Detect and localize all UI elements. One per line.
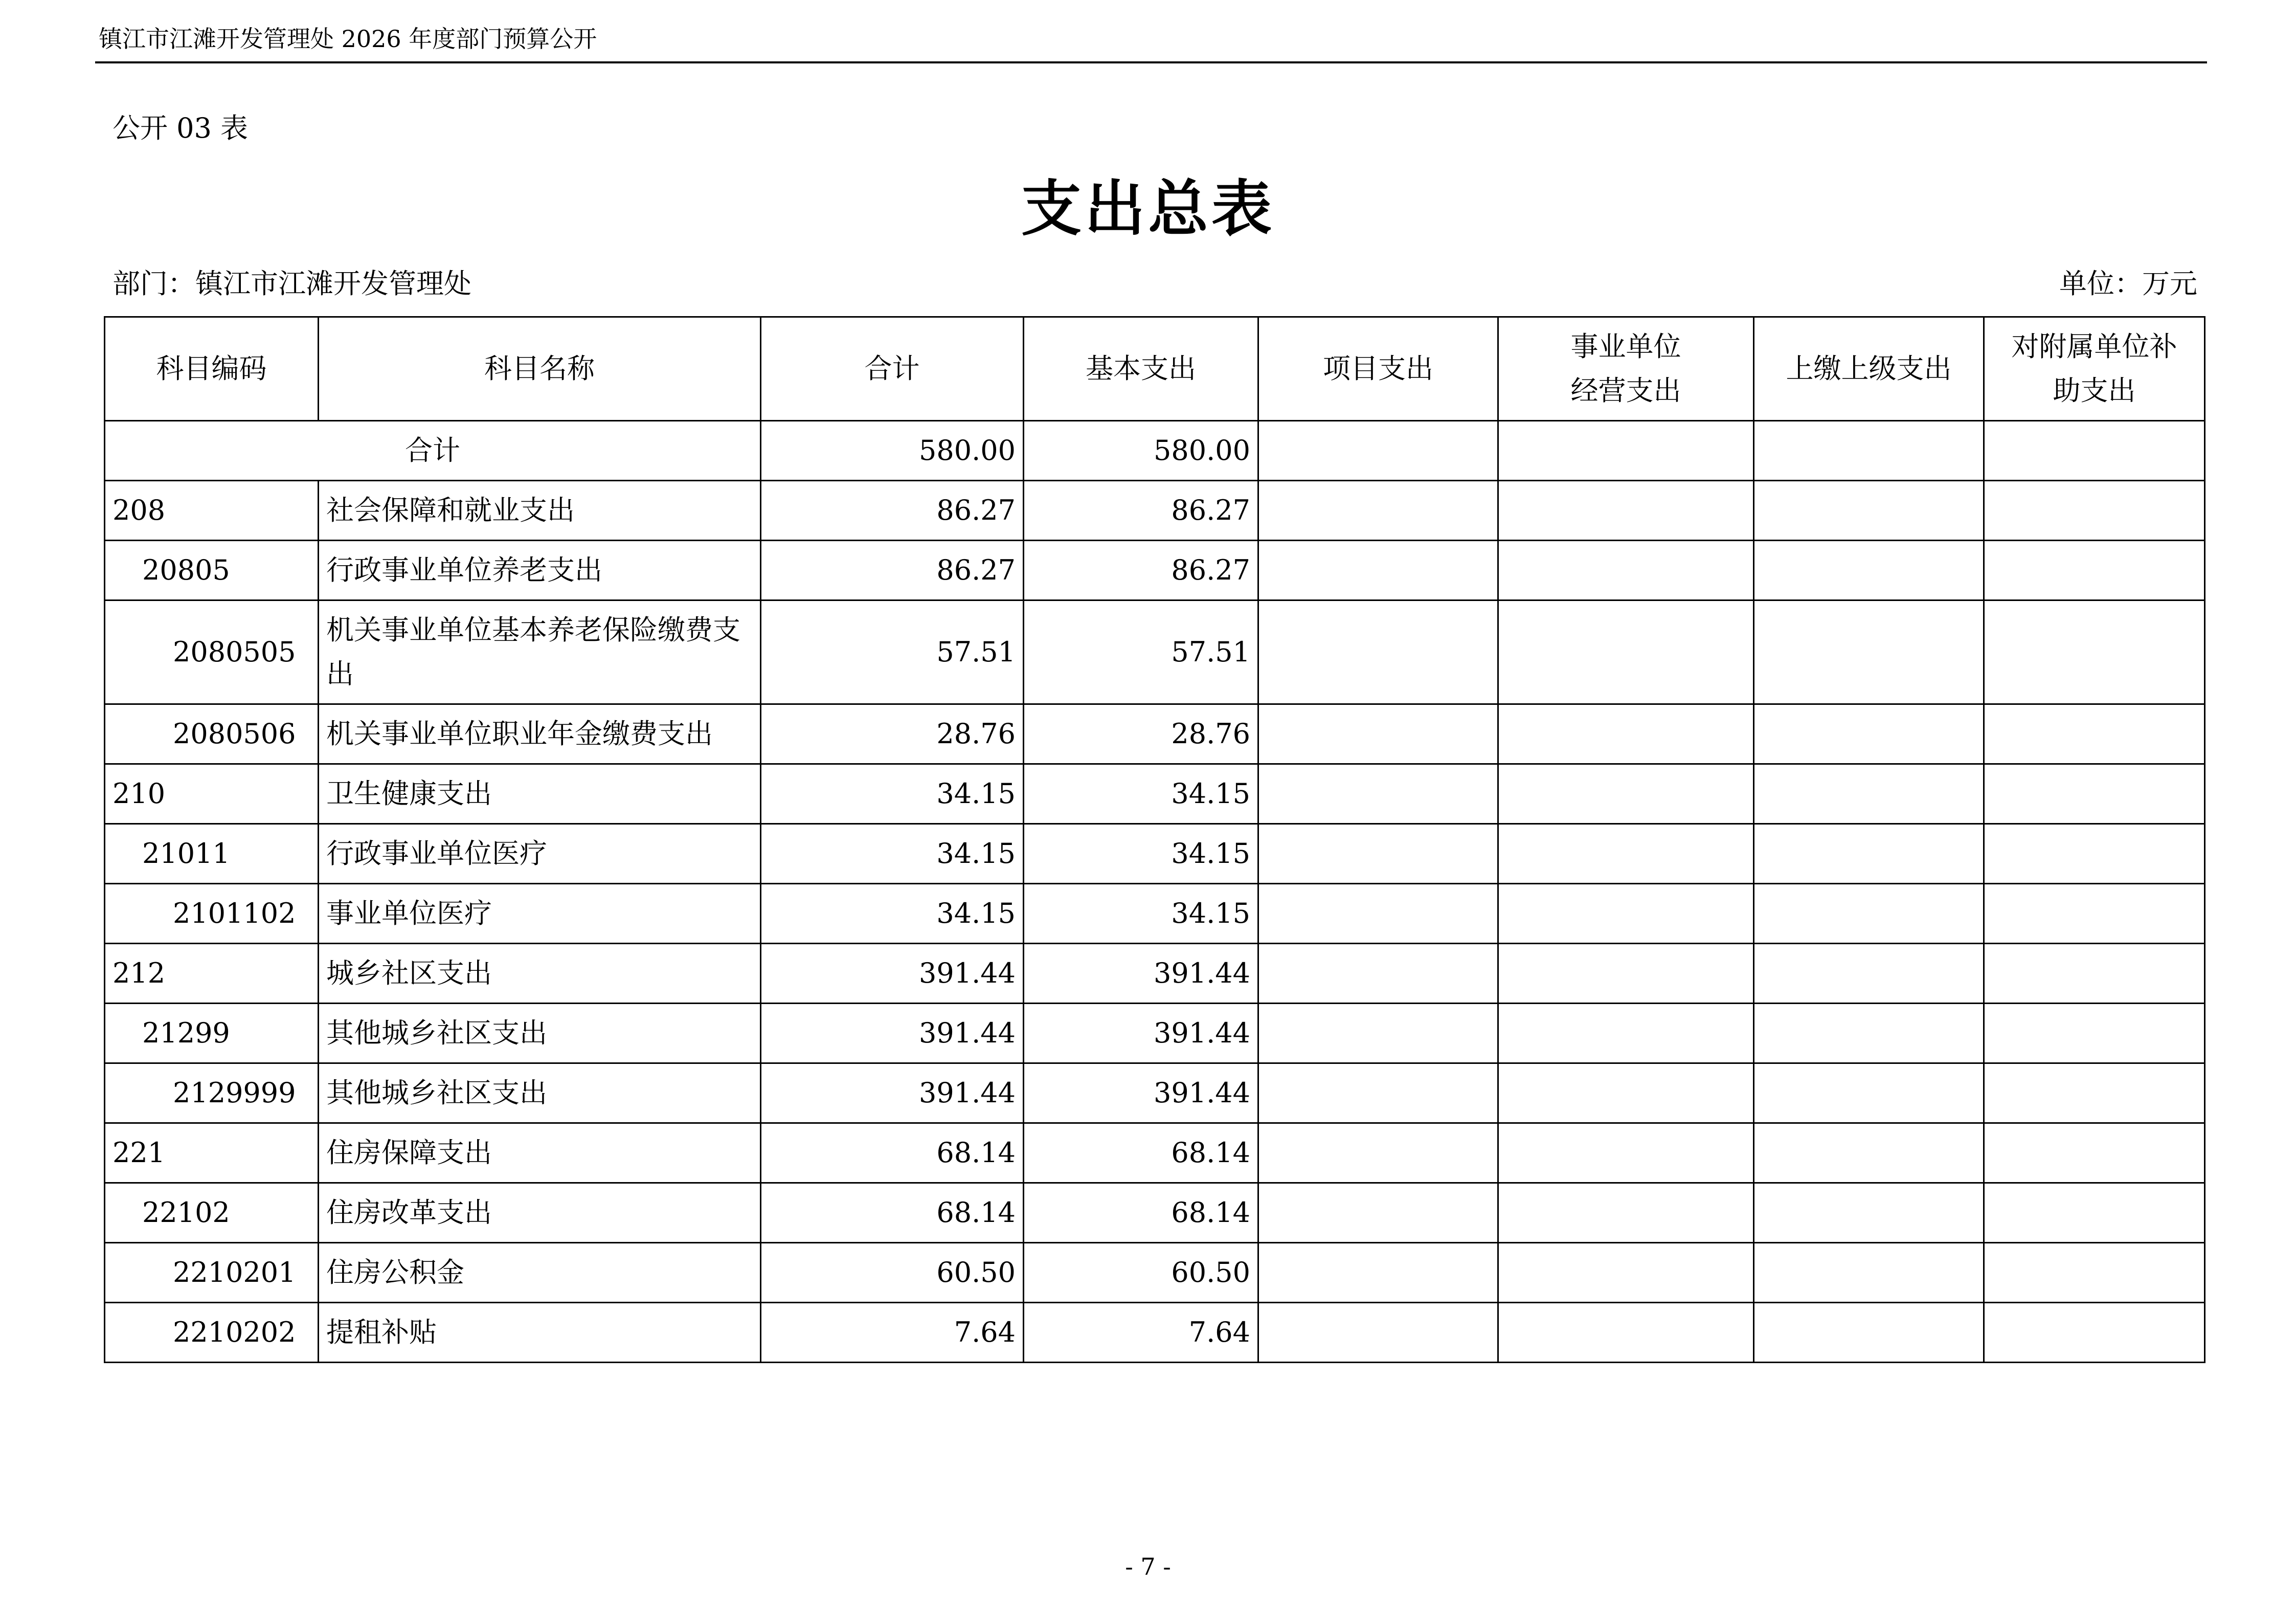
row-code: 221	[105, 1123, 319, 1183]
expenditure-table	[104, 316, 2205, 1363]
row-business	[1498, 1063, 1754, 1123]
table-row	[105, 704, 2205, 764]
row-code: 208	[105, 481, 319, 541]
table-row	[105, 944, 2205, 1004]
row-basic: 391.44	[1024, 1004, 1258, 1063]
table-row	[105, 1063, 2205, 1123]
row-name: 行政事业单位医疗	[319, 824, 761, 884]
row-project	[1258, 1243, 1498, 1303]
row-upper	[1754, 884, 1984, 944]
row-basic: 7.64	[1024, 1303, 1258, 1363]
row-subsidy	[1984, 944, 2205, 1004]
table-row	[105, 541, 2205, 600]
table-row	[105, 1123, 2205, 1183]
row-code: 2210202	[105, 1303, 319, 1363]
table-row	[105, 1004, 2205, 1063]
row-total: 57.51	[761, 600, 1024, 704]
row-total: 391.44	[761, 1004, 1024, 1063]
col-header-business-line1: 事业单位	[1570, 330, 1681, 363]
row-project	[1258, 944, 1498, 1004]
row-name: 行政事业单位养老支出	[319, 541, 761, 600]
row-code: 212	[105, 944, 319, 1004]
row-business	[1498, 1303, 1754, 1363]
row-name: 社会保障和就业支出	[319, 481, 761, 541]
col-header-total: 合计	[761, 317, 1024, 421]
row-subsidy	[1984, 541, 2205, 600]
col-header-business-line2: 经营支出	[1570, 374, 1681, 407]
row-total: 60.50	[761, 1243, 1024, 1303]
col-header-subsidy-line1: 对附属单位补	[2011, 330, 2177, 363]
row-total: 68.14	[761, 1183, 1024, 1243]
row-code: 2129999	[105, 1063, 319, 1123]
table-row	[105, 764, 2205, 824]
row-subsidy	[1984, 1063, 2205, 1123]
row-subsidy	[1984, 704, 2205, 764]
row-business	[1498, 704, 1754, 764]
row-basic: 68.14	[1024, 1123, 1258, 1183]
row-upper	[1754, 1123, 1984, 1183]
row-total: 391.44	[761, 1063, 1024, 1123]
row-name: 卫生健康支出	[319, 764, 761, 824]
row-business	[1498, 1183, 1754, 1243]
row-upper	[1754, 600, 1984, 704]
row-basic: 34.15	[1024, 764, 1258, 824]
table-row	[105, 1243, 2205, 1303]
row-code: 22102	[105, 1183, 319, 1243]
row-business	[1498, 824, 1754, 884]
row-subsidy	[1984, 481, 2205, 541]
row-project	[1258, 541, 1498, 600]
table-header-row	[105, 317, 2205, 421]
row-total: 86.27	[761, 541, 1024, 600]
col-header-name: 科目名称	[319, 317, 761, 421]
row-subsidy	[1984, 1123, 2205, 1183]
row-name: 其他城乡社区支出	[319, 1063, 761, 1123]
col-header-code: 科目编码	[105, 317, 319, 421]
total-row	[105, 421, 2205, 481]
row-business	[1498, 1123, 1754, 1183]
row-basic: 60.50	[1024, 1243, 1258, 1303]
row-upper	[1754, 704, 1984, 764]
col-header-project: 项目支出	[1258, 317, 1498, 421]
col-header-subsidy	[1984, 317, 2205, 421]
row-code: 21011	[105, 824, 319, 884]
row-project	[1258, 481, 1498, 541]
total-row-subsidy	[1984, 421, 2205, 481]
row-upper	[1754, 1183, 1984, 1243]
row-basic: 86.27	[1024, 481, 1258, 541]
row-name: 机关事业单位基本养老保险缴费支出	[319, 600, 761, 704]
row-upper	[1754, 1303, 1984, 1363]
row-name: 提租补贴	[319, 1303, 761, 1363]
row-code: 21299	[105, 1004, 319, 1063]
row-total: 391.44	[761, 944, 1024, 1004]
row-total: 28.76	[761, 704, 1024, 764]
total-row-upper	[1754, 421, 1984, 481]
row-project	[1258, 764, 1498, 824]
row-subsidy	[1984, 824, 2205, 884]
table-number: 公开 03 表	[112, 112, 249, 144]
table-row	[105, 824, 2205, 884]
row-subsidy	[1984, 884, 2205, 944]
page-number: - 7 -	[1125, 1553, 1171, 1581]
document-header: 镇江市江滩开发管理处 2026 年度部门预算公开	[99, 25, 597, 53]
row-code: 210	[105, 764, 319, 824]
row-project	[1258, 1183, 1498, 1243]
table-row	[105, 1183, 2205, 1243]
row-project	[1258, 1303, 1498, 1363]
col-header-subsidy-line2: 助支出	[2053, 374, 2136, 407]
col-header-upper: 上缴上级支出	[1754, 317, 1984, 421]
row-subsidy	[1984, 1243, 2205, 1303]
row-project	[1258, 884, 1498, 944]
row-name: 住房改革支出	[319, 1183, 761, 1243]
col-header-basic: 基本支出	[1024, 317, 1258, 421]
row-upper	[1754, 764, 1984, 824]
row-business	[1498, 541, 1754, 600]
page-title: 支出总表	[1021, 173, 1275, 244]
row-business	[1498, 764, 1754, 824]
row-project	[1258, 1004, 1498, 1063]
row-subsidy	[1984, 764, 2205, 824]
row-business	[1498, 1243, 1754, 1303]
row-upper	[1754, 944, 1984, 1004]
row-subsidy	[1984, 1183, 2205, 1243]
row-code: 2101102	[105, 884, 319, 944]
row-total: 34.15	[761, 764, 1024, 824]
row-subsidy	[1984, 1303, 2205, 1363]
row-upper	[1754, 1243, 1984, 1303]
table-row	[105, 1303, 2205, 1363]
row-code: 20805	[105, 541, 319, 600]
total-row-business	[1498, 421, 1754, 481]
header-rule	[95, 61, 2207, 63]
total-row-basic: 580.00	[1024, 421, 1258, 481]
row-name: 机关事业单位职业年金缴费支出	[319, 704, 761, 764]
row-basic: 86.27	[1024, 541, 1258, 600]
row-code: 2080506	[105, 704, 319, 764]
row-business	[1498, 1004, 1754, 1063]
row-name: 城乡社区支出	[319, 944, 761, 1004]
table-row	[105, 481, 2205, 541]
row-basic: 34.15	[1024, 824, 1258, 884]
row-name: 事业单位医疗	[319, 884, 761, 944]
row-subsidy	[1984, 1004, 2205, 1063]
row-business	[1498, 600, 1754, 704]
row-total: 7.64	[761, 1303, 1024, 1363]
total-row-label: 合计	[105, 421, 761, 481]
row-total: 34.15	[761, 884, 1024, 944]
row-project	[1258, 824, 1498, 884]
row-project	[1258, 704, 1498, 764]
row-upper	[1754, 541, 1984, 600]
row-code: 2210201	[105, 1243, 319, 1303]
unit-label: 单位：万元	[2059, 268, 2197, 300]
col-header-business	[1498, 317, 1754, 421]
row-business	[1498, 944, 1754, 1004]
row-basic: 391.44	[1024, 944, 1258, 1004]
row-project	[1258, 1123, 1498, 1183]
row-basic: 34.15	[1024, 884, 1258, 944]
row-name: 住房公积金	[319, 1243, 761, 1303]
table-row	[105, 600, 2205, 704]
department-label: 部门：镇江市江滩开发管理处	[112, 268, 471, 300]
row-total: 68.14	[761, 1123, 1024, 1183]
row-upper	[1754, 1063, 1984, 1123]
row-name: 住房保障支出	[319, 1123, 761, 1183]
row-subsidy	[1984, 600, 2205, 704]
table-row	[105, 884, 2205, 944]
row-total: 86.27	[761, 481, 1024, 541]
row-project	[1258, 600, 1498, 704]
row-name: 其他城乡社区支出	[319, 1004, 761, 1063]
row-basic: 28.76	[1024, 704, 1258, 764]
row-upper	[1754, 1004, 1984, 1063]
row-project	[1258, 1063, 1498, 1123]
total-row-total: 580.00	[761, 421, 1024, 481]
row-upper	[1754, 481, 1984, 541]
row-upper	[1754, 824, 1984, 884]
row-business	[1498, 884, 1754, 944]
row-basic: 57.51	[1024, 600, 1258, 704]
row-basic: 391.44	[1024, 1063, 1258, 1123]
total-row-project	[1258, 421, 1498, 481]
row-basic: 68.14	[1024, 1183, 1258, 1243]
row-total: 34.15	[761, 824, 1024, 884]
row-code: 2080505	[105, 600, 319, 704]
row-business	[1498, 481, 1754, 541]
